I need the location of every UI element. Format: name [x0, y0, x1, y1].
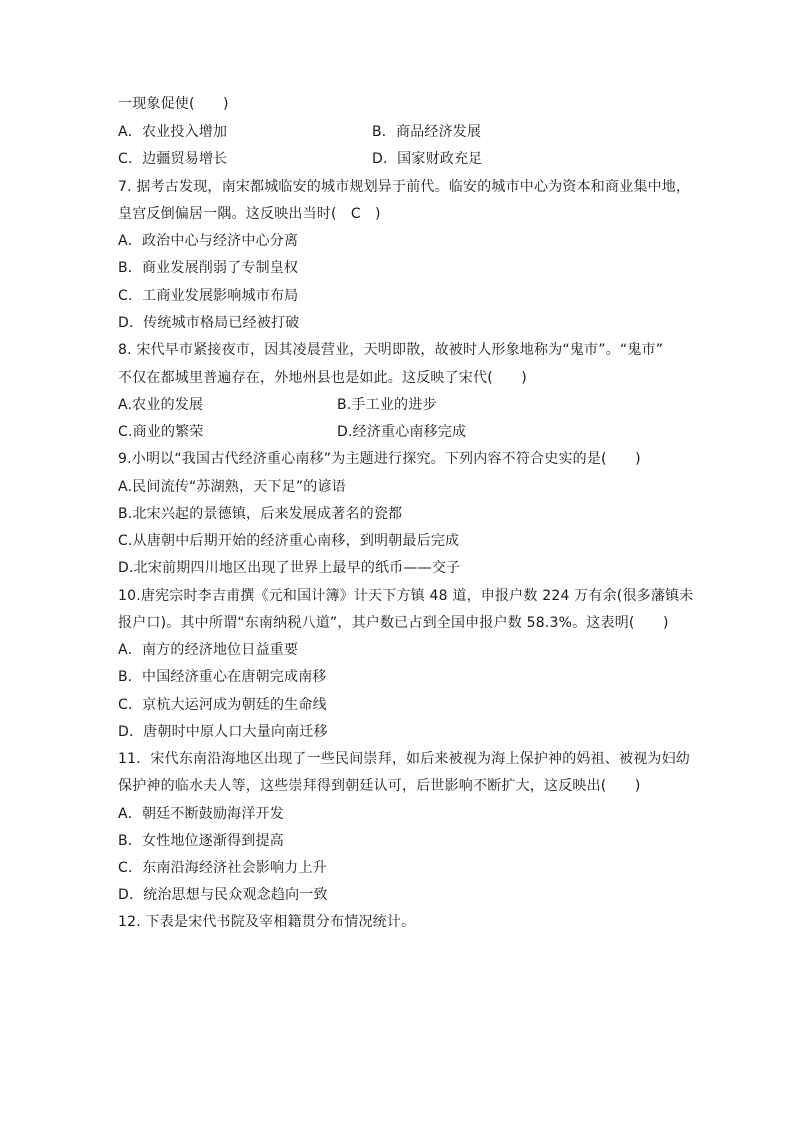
q7-option-a: A．政治中心与经济中心分离 [118, 233, 299, 249]
q11-option-b: B．女性地位逐渐得到提高 [118, 833, 285, 849]
q7-option-d: D．传统城市格局已经被打破 [118, 315, 300, 331]
q7-option-b: B．商业发展削弱了专制皇权 [118, 260, 299, 276]
q8-stem-line2: 不仅在都城里普遍存在，外地州县也是如此。这反映了宋代( ) [118, 370, 527, 386]
q9-stem-line1: 9.小明以“我国古代经济重心南移”为主题进行探究。下列内容不符合史实的是( ) [118, 451, 641, 467]
q6-option-d: D．国家财政充足 [372, 151, 483, 167]
q10-option-a: A．南方的经济地位日益重要 [118, 642, 299, 658]
q6-option-a: A．农业投入增加 [118, 124, 228, 140]
q10-option-b: B．中国经济重心在唐朝完成南移 [118, 669, 327, 685]
q11-stem-line1: 11．宋代东南沿海地区出现了一些民间崇拜，如后来被视为海上保护神的妈祖、被视为妇幼 [118, 751, 691, 767]
q12-stem-line1: 12. 下表是宋代书院及宰相籍贯分布情况统计。 [118, 914, 416, 930]
q6-stem-tail: 一现象促使( ) [118, 96, 229, 112]
q11-option-a: A．朝廷不断鼓励海洋开发 [118, 806, 284, 822]
q11-option-d: D．统治思想与民众观念趋向一致 [118, 887, 328, 903]
q9-option-d: D.北宋前期四川地区出现了世界上最早的纸币——交子 [118, 560, 461, 576]
q6-option-b: B．商品经济发展 [372, 124, 482, 140]
q8-option-c: C.商业的繁荣 [118, 424, 204, 440]
q8-option-d: D.经济重心南移完成 [337, 424, 467, 440]
q10-stem-line1: 10.唐宪宗时李吉甫撰《元和国计簿》计天下方镇 48 道，申报户数 224 万有余(很多藩镇未 [118, 588, 694, 604]
q10-option-d: D．唐朝时中原人口大量向南迁移 [118, 724, 328, 740]
q9-option-c: C.从唐朝中后期开始的经济重心南移，到明朝最后完成 [118, 533, 460, 549]
q7-stem-line1: 7. 据考古发现，南宋都城临安的城市规划异于前代。临安的城市中心为资本和商业集中地， [118, 179, 691, 195]
q10-stem-line2: 报户口)。其中所谓“东南纳税八道”，其户数已占到全国申报户数 58.3%。这表明( ) [118, 615, 669, 631]
q10-option-c: C．京杭大运河成为朝廷的生命线 [118, 697, 327, 713]
q11-option-c: C．东南沿海经济社会影响力上升 [118, 860, 327, 876]
q6-option-c: C．边疆贸易增长 [118, 151, 228, 167]
q9-option-a: A.民间流传“苏湖熟，天下足”的谚语 [118, 479, 346, 495]
q9-option-b: B.北宋兴起的景德镇，后来发展成著名的瓷都 [118, 506, 403, 522]
q11-stem-line2: 保护神的临水夫人等，这些崇拜得到朝廷认可，后世影响不断扩大，这反映出( ) [118, 778, 641, 794]
q7-stem-line2: 皇宫反倒偏居一隅。这反映出当时( C ) [118, 206, 381, 222]
q8-stem-line1: 8. 宋代早市紧接夜市，因其凌晨营业，天明即散，故被时人形象地称为“鬼市”。“鬼市” [118, 342, 664, 358]
q8-option-a: A.农业的发展 [118, 397, 204, 413]
q8-option-b: B.手工业的进步 [337, 397, 437, 413]
q7-option-c: C．工商业发展影响城市布局 [118, 288, 299, 304]
